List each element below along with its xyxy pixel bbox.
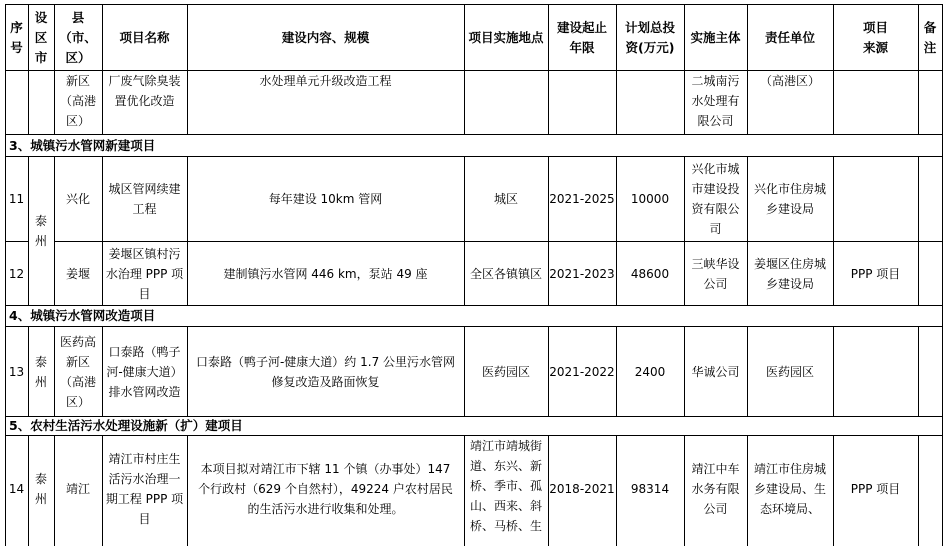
grid-line xyxy=(5,326,943,327)
row13-county: 医药高 新区 （高港 区） xyxy=(59,334,96,409)
grid-line xyxy=(918,4,919,135)
top-row-county: 新区 （高港 区） xyxy=(59,74,96,128)
grid-line xyxy=(747,156,748,306)
grid-line xyxy=(833,4,834,135)
row12-seq: 12 xyxy=(8,266,25,281)
top-row-content: 水处理单元升级改造工程 xyxy=(259,74,392,88)
row13-source xyxy=(833,327,918,416)
row13-responsible: 医药园区 xyxy=(765,364,814,379)
grid-line xyxy=(833,435,834,546)
grid-line xyxy=(5,435,943,436)
grid-line xyxy=(833,156,834,306)
grid-line xyxy=(5,134,943,135)
row11-seq: 11 xyxy=(8,192,25,206)
row13-location: 医药园区 xyxy=(481,364,530,379)
row11-period: 2021-2025 xyxy=(549,192,615,206)
row14-investment: 98314 xyxy=(630,482,670,496)
grid-line xyxy=(102,156,103,306)
row12-county: 姜堰 xyxy=(65,266,90,281)
grid-line xyxy=(54,156,55,306)
row12-name: 姜堰区镇村污 水治理 PPP 项 目 xyxy=(105,246,184,301)
row14-responsible: 靖江市住房城 乡建设局、生 态环境局、 xyxy=(753,462,826,516)
grid-line xyxy=(833,326,834,417)
row11-responsible: 兴化市住房城 乡建设局 xyxy=(753,182,826,216)
grid-line xyxy=(684,156,685,306)
grid-line xyxy=(28,156,29,306)
grid-line xyxy=(5,241,28,242)
grid-line xyxy=(747,4,748,135)
grid-line xyxy=(102,4,103,135)
row14-period: 2018-2021 xyxy=(549,482,615,496)
row11-county: 兴化 xyxy=(65,192,90,206)
row14-city: 泰 州 xyxy=(34,472,47,506)
grid-line xyxy=(548,326,549,417)
row11-source xyxy=(833,157,918,241)
row11-implementer: 兴化市城 市建设投 资有限公 司 xyxy=(691,162,740,236)
grid-line xyxy=(5,305,943,306)
grid-line xyxy=(616,435,617,546)
row12-period: 2021-2023 xyxy=(549,266,615,281)
grid-line xyxy=(684,435,685,546)
section-4-title: 4、城镇污水管网改造项目 xyxy=(9,308,156,323)
grid-line xyxy=(5,4,943,5)
grid-line xyxy=(102,326,103,417)
grid-line xyxy=(28,326,29,417)
header-remark: 备 注 xyxy=(923,19,937,55)
row13-implementer: 华诚公司 xyxy=(691,364,740,379)
grid-line xyxy=(616,156,617,306)
row14-content: 本项目拟对靖江市下辖 11 个镇（办事处）147 个行政村（629 个自然村），49224 户农村居民 的生活污水进行收集和处理。 xyxy=(198,462,453,516)
grid-line xyxy=(54,4,55,135)
top-row-implementer: 二城南污 水处理有 限公司 xyxy=(691,74,740,128)
header-project-name: 项目名称 xyxy=(119,29,170,45)
grid-line xyxy=(187,156,188,306)
header-period: 建设起止 年限 xyxy=(556,19,607,55)
row11-content: 每年建设 10km 管网 xyxy=(268,192,383,206)
grid-line xyxy=(5,416,943,417)
row11-name: 城区管网续建 工程 xyxy=(108,182,181,216)
grid-line xyxy=(5,156,943,157)
grid-line xyxy=(464,156,465,306)
header-seq: 序 号 xyxy=(10,19,23,55)
grid-line xyxy=(464,435,465,546)
grid-line xyxy=(54,326,55,417)
grid-line xyxy=(187,435,188,546)
row14-location: 靖江市靖城街 道、东兴、新 桥、季市、孤 山、西来、斜 桥、马桥、生 xyxy=(469,439,542,533)
grid-line xyxy=(54,435,55,546)
grid-line xyxy=(616,326,617,417)
row11-12-city: 泰 州 xyxy=(34,214,47,248)
row13-city: 泰 州 xyxy=(34,354,47,389)
grid-line xyxy=(747,435,748,546)
grid-line xyxy=(684,326,685,417)
grid-line xyxy=(918,435,919,546)
header-county: 县（市、 区） xyxy=(59,9,97,65)
grid-line xyxy=(684,4,685,135)
grid-line xyxy=(102,435,103,546)
row13-seq: 13 xyxy=(8,364,25,379)
header-investment: 计划总投 资(万元) xyxy=(624,19,675,55)
top-row-responsible: （高港区） xyxy=(759,74,820,88)
grid-line xyxy=(918,326,919,417)
grid-line xyxy=(464,326,465,417)
grid-line xyxy=(187,326,188,417)
grid-line xyxy=(28,4,29,135)
row12-location: 全区各镇镇区 xyxy=(469,266,542,281)
row12-implementer: 三峡华设 公司 xyxy=(691,256,740,291)
row14-implementer: 靖江中车 水务有限 公司 xyxy=(691,462,740,516)
grid-line xyxy=(28,435,29,546)
header-source: 项目 来源 xyxy=(862,19,888,55)
grid-line xyxy=(747,326,748,417)
header-content: 建设内容、规模 xyxy=(281,29,370,45)
header-location: 项目实施地点 xyxy=(468,29,544,45)
row13-content: 口泰路（鸭子河-健康大道）约 1.7 公里污水管网 修复改造及路面恢复 xyxy=(195,354,456,389)
row12-content: 建制镇污水管网 446 km，泵站 49 座 xyxy=(223,266,428,281)
grid-line xyxy=(548,156,549,306)
row14-name: 靖江市村庄生 活污水治理一 期工程 PPP 项 目 xyxy=(105,452,184,526)
grid-line xyxy=(5,70,943,71)
row11-investment: 10000 xyxy=(630,192,670,206)
row14-source: PPP 项目 xyxy=(850,482,901,496)
row14-seq: 14 xyxy=(8,482,25,496)
row12-source: PPP 项目 xyxy=(850,266,901,281)
grid-line xyxy=(5,4,6,546)
grid-line xyxy=(464,4,465,135)
row13-investment: 2400 xyxy=(634,364,666,379)
grid-line xyxy=(548,435,549,546)
grid-line xyxy=(616,4,617,135)
header-responsible: 责任单位 xyxy=(764,29,815,45)
header-city: 设 区 市 xyxy=(34,9,48,65)
row14-county: 靖江 xyxy=(65,482,90,496)
top-row-name: 厂废气除臭装 置优化改造 xyxy=(108,74,181,108)
row12-responsible: 姜堰区住房城 乡建设局 xyxy=(753,256,826,291)
row13-period: 2021-2022 xyxy=(549,364,615,379)
row13-name: 口泰路（鸭子 河-健康大道） 排水管网改造 xyxy=(106,344,183,399)
grid-line xyxy=(918,156,919,306)
section-5-title: 5、农村生活污水处理设施新（扩）建项目 xyxy=(9,418,243,433)
row12-investment: 48600 xyxy=(630,266,670,281)
grid-line xyxy=(187,4,188,135)
grid-line xyxy=(548,4,549,135)
grid-line xyxy=(942,4,943,546)
header-implementer: 实施主体 xyxy=(690,29,741,45)
section-3-title: 3、城镇污水管网新建项目 xyxy=(9,137,156,153)
row11-location: 城区 xyxy=(493,192,518,206)
